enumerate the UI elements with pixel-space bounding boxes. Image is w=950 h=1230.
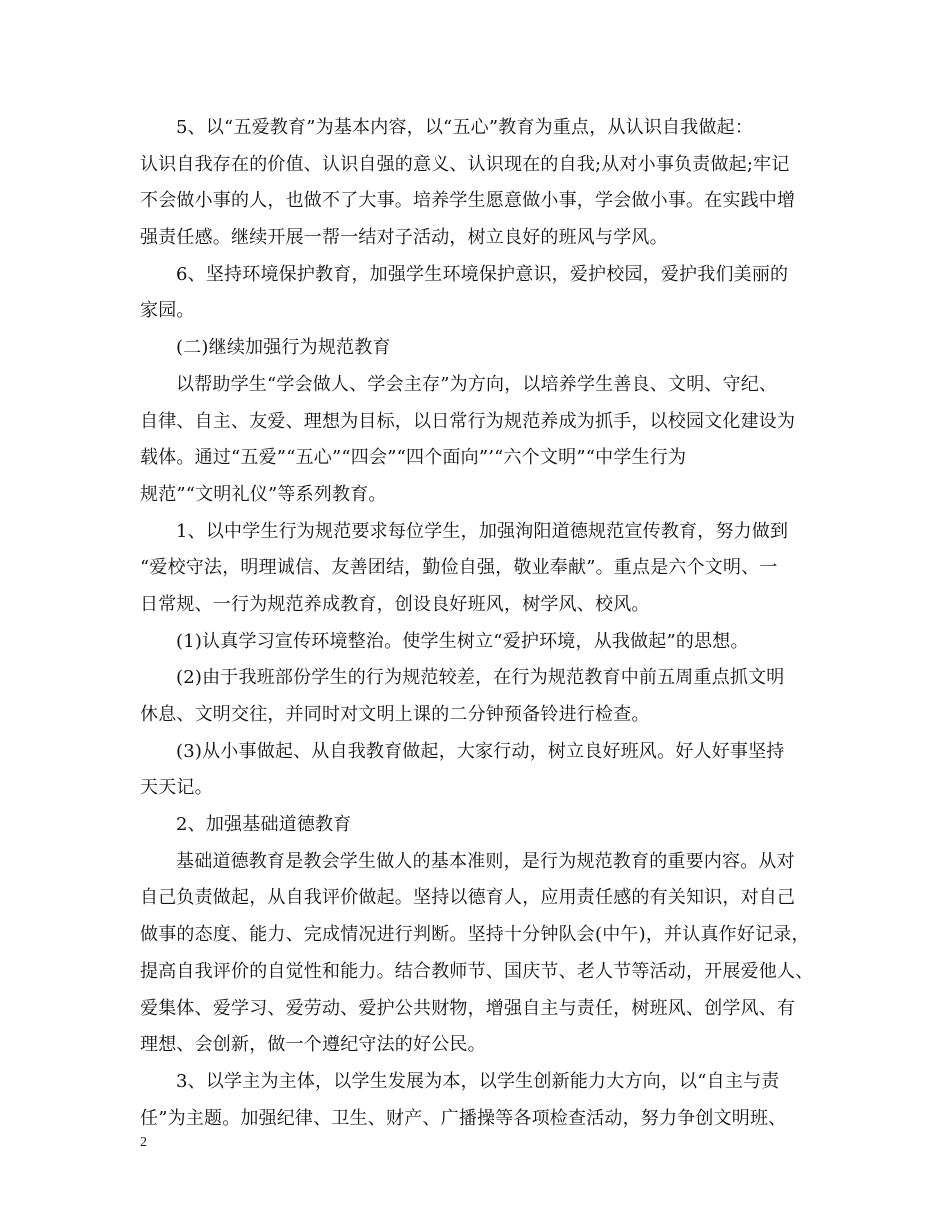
text-line: “爱校守法，明理诚信、友善团结，勤俭自强，敬业奉献”。重点是六个文明、一 bbox=[140, 557, 778, 579]
text-line: 2、加强基础道德教育 bbox=[176, 814, 352, 836]
text-line: 6、坚持环境保护教育，加强学生环境保护意识，爱护校园，爱护我们美丽的 bbox=[176, 263, 789, 285]
text-line: 1、以中学生行为规范要求每位学生，加强洵阳道德规范宣传教育，努力做到 bbox=[176, 520, 789, 542]
text-line: 自己负责做起，从自我评价做起。坚持以德育人，应用责任感的有关知识，对自己 bbox=[140, 887, 796, 909]
text-line: (2)由于我班部份学生的行为规范较差，在行为规范教育中前五周重点抓文明 bbox=[176, 667, 785, 689]
text-line: 以帮助学生“学会做人、学会主存”为方向，以培养学生善良、文明、守纪、 bbox=[176, 373, 778, 395]
text-line: 理想、会创新，做一个遵纪守法的好公民。 bbox=[140, 1034, 486, 1056]
text-line: 家园。 bbox=[140, 300, 195, 322]
text-line: 天天记。 bbox=[140, 777, 213, 799]
text-line: 不会做小事的人，也做不了大事。培养学生愿意做小事，学会做小事。在实践中增 bbox=[140, 190, 796, 212]
text-line: 强责任感。继续开展一帮一结对子活动，树立良好的班风与学风。 bbox=[140, 227, 668, 249]
text-line: 载体。通过“五爱”“五心”“四会”“四个面向”’“六个文明”“中学生行为 bbox=[140, 447, 687, 469]
text-line: 自律、自主、友爱、理想为目标，以日常行为规范养成为抓手，以校园文化建设为 bbox=[140, 410, 796, 432]
text-line: 基础道德教育是教会学生做人的基本准则，是行为规范教育的重要内容。从对 bbox=[176, 850, 795, 872]
text-line: 任”为主题。加强纪律、卫生、财产、广播操等各项检查活动，努力争创文明班、 bbox=[140, 1107, 787, 1129]
text-line: 认识自我存在的价值、认识自强的意义、认识现在的自我;从对小事负责做起;牢记 bbox=[140, 153, 790, 175]
text-line: (1)认真学习宣传环境整治。使学生树立“爱护环境，从我做起”的思想。 bbox=[176, 630, 749, 652]
text-line: 休息、文明交往，并同时对文明上课的二分钟预备铃进行检查。 bbox=[140, 704, 650, 725]
text-line: (二)继续加强行为规范教育 bbox=[176, 337, 391, 359]
text-line: 做事的态度、能力、完成情况进行判断。坚持十分钟队会(中午)，并认真作好记录， bbox=[140, 924, 810, 946]
text-line: 爱集体、爱学习、爱劳动、爱护公共财物，增强自主与责任，树班风、创学风、有 bbox=[140, 997, 796, 1019]
text-line: 5、以“五爱教育”为基本内容，以“五心”教育为重点，从认识自我做起： bbox=[176, 117, 754, 138]
text-line: 规范”“文明礼仪”等系列教育。 bbox=[140, 483, 387, 505]
text-line: (3)从小事做起、从自我教育做起，大家行动，树立良好班风。好人好事坚持 bbox=[176, 740, 785, 762]
text-line: 日常规、一行为规范养成教育，创设良好班风，树学风、校风。 bbox=[140, 593, 650, 615]
text-line: 提高自我评价的自觉性和能力。结合教师节、国庆节、老人节等活动，开展爱他人、 bbox=[140, 960, 814, 982]
page-number: 2 bbox=[140, 1135, 147, 1150]
body-text bbox=[140, 110, 812, 1137]
text-line: 3、以学主为主体，以学生发展为本，以学生创新能力大方向，以“自主与责 bbox=[176, 1070, 780, 1092]
